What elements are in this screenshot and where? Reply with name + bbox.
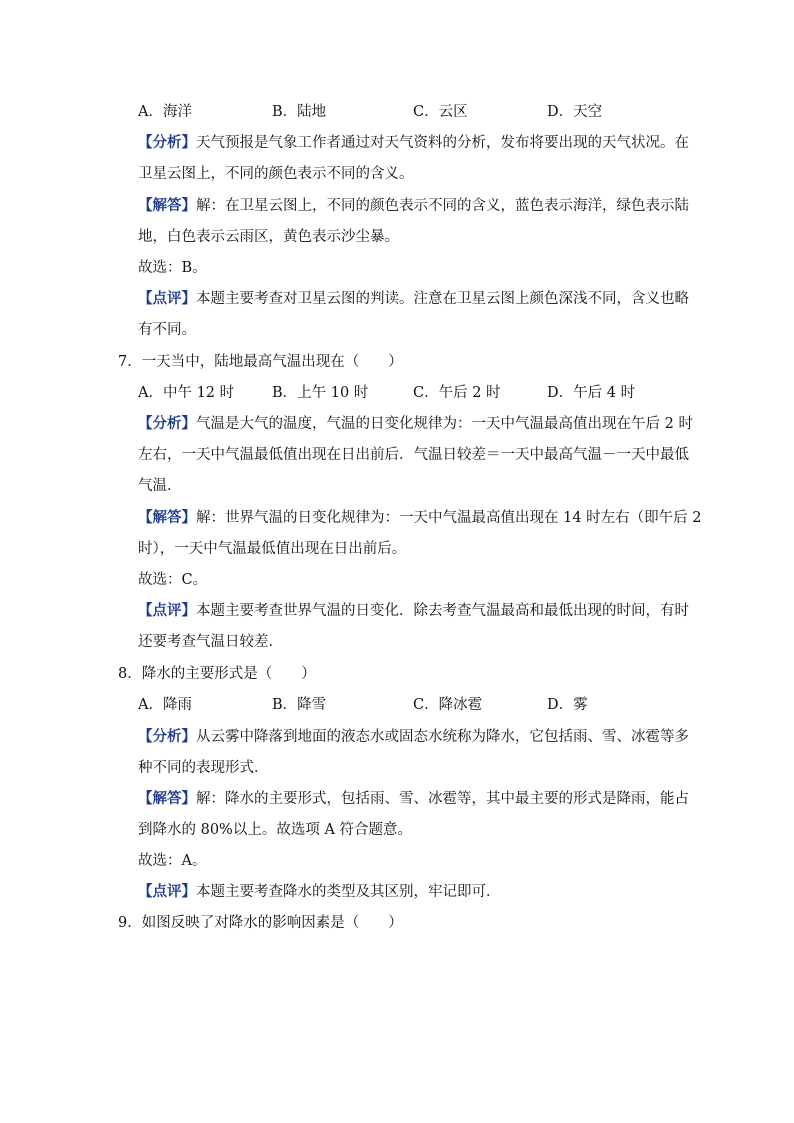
q8-option-a: A．降雨 — [138, 697, 192, 713]
q7-analysis-line-2: 左右，一天中气温最低值出现在日出前后．气温日较差＝一天中最高气温－一天中最低 — [138, 447, 689, 463]
q8-stem: 降水的主要形式是（ ） — [141, 666, 316, 682]
q8-answer-line-1 — [138, 789, 689, 809]
q7-number: 7． — [118, 354, 142, 370]
q7-analysis-line-1 — [138, 414, 693, 434]
q6-choice: 故选：B。 — [138, 260, 207, 276]
q6-comment-text-1: 本题主要考查对卫星云图的判读。注意在卫星云图上颜色深浅不同，含义也略 — [196, 291, 689, 307]
q9-number: 9． — [118, 915, 142, 931]
q7-answer-line-2: 时），一天中气温最低值出现在日出前后。 — [138, 541, 407, 557]
answer-tag: 【解答】 — [138, 509, 196, 526]
answer-tag: 【解答】 — [138, 197, 196, 214]
q8-analysis-line-1 — [138, 727, 689, 747]
q8-analysis-text-1: 从云雾中降落到地面的液态水或固态水统称为降水，它包括雨、雪、冰雹等多 — [196, 729, 689, 745]
q7-analysis-line-3: 气温． — [138, 478, 182, 494]
q8-comment-line-1 — [138, 882, 501, 902]
analysis-tag: 【分析】 — [138, 415, 196, 432]
q6-analysis-text-1: 天气预报是气象工作者通过对天气资料的分析，发布将要出现的天气状况。在 — [196, 135, 689, 151]
q6-option-a: A．海洋 — [138, 104, 192, 120]
q7-option-c: C．午后 2 时 — [413, 385, 501, 401]
q8-choice: 故选：A。 — [138, 853, 207, 869]
q8-comment-text-1: 本题主要考查降水的类型及其区别，牢记即可． — [196, 884, 501, 900]
q7-comment-line-1 — [138, 601, 689, 621]
q6-answer-line-1 — [138, 196, 689, 216]
q8-option-c: C．降冰雹 — [413, 697, 483, 713]
q6-option-c: C．云区 — [413, 104, 468, 120]
comment-tag: 【点评】 — [138, 602, 196, 619]
answer-tag: 【解答】 — [138, 790, 196, 807]
q7-comment-text-1: 本题主要考查世界气温的日变化．除去考查气温最高和最低出现的时间，有时 — [196, 603, 689, 619]
q6-answer-text-1: 解：在卫星云图上，不同的颜色表示不同的含义，蓝色表示海洋，绿色表示陆 — [196, 198, 689, 214]
q6-answer-line-2: 地，白色表示云雨区，黄色表示沙尘暴。 — [138, 229, 399, 245]
q8-option-d: D．雾 — [547, 697, 588, 713]
q8-analysis-line-2: 种不同的表现形式． — [138, 760, 269, 776]
q8-option-b: B．降雪 — [272, 697, 327, 713]
q7-option-a: A．中午 12 时 — [138, 385, 235, 401]
q7-stem-line — [118, 352, 403, 372]
comment-tag: 【点评】 — [138, 883, 196, 900]
q6-comment-line-1 — [138, 289, 689, 309]
q7-stem: 一天当中，陆地最高气温出现在（ ） — [141, 354, 403, 370]
q8-answer-text-1: 解：降水的主要形式，包括雨、雪、冰雹等，其中最主要的形式是降雨，能占 — [196, 791, 689, 807]
q6-option-d: D．天空 — [547, 104, 603, 120]
q7-choice: 故选：C。 — [138, 572, 208, 588]
q6-option-b: B．陆地 — [272, 104, 327, 120]
q7-option-d: D．午后 4 时 — [547, 385, 636, 401]
q7-answer-line-1 — [138, 508, 702, 528]
comment-tag: 【点评】 — [138, 290, 196, 307]
q6-analysis-line-1 — [138, 133, 689, 153]
q8-answer-line-2: 到降水的 80%以上。故选项 A 符合题意。 — [138, 822, 413, 838]
q9-stem: 如图反映了对降水的影响因素是（ ） — [141, 915, 403, 931]
q7-comment-line-2: 还要考查气温日较差． — [138, 634, 283, 650]
q7-option-b: B．上午 10 时 — [272, 385, 369, 401]
analysis-tag: 【分析】 — [138, 728, 196, 745]
q8-stem-line — [118, 664, 316, 684]
q6-analysis-line-2: 卫星云图上，不同的颜色表示不同的含义。 — [138, 166, 414, 182]
q7-analysis-text-1: 气温是大气的温度，气温的日变化规律为：一天中气温最高值出现在午后 2 时 — [196, 416, 693, 432]
q8-number: 8． — [118, 666, 142, 682]
analysis-tag: 【分析】 — [138, 134, 196, 151]
q6-comment-line-2: 有不同。 — [138, 322, 196, 338]
q7-answer-text-1: 解：世界气温的日变化规律为：一天中气温最高值出现在 14 时左右（即午后 2 — [196, 510, 702, 526]
q9-stem-line — [118, 913, 403, 933]
